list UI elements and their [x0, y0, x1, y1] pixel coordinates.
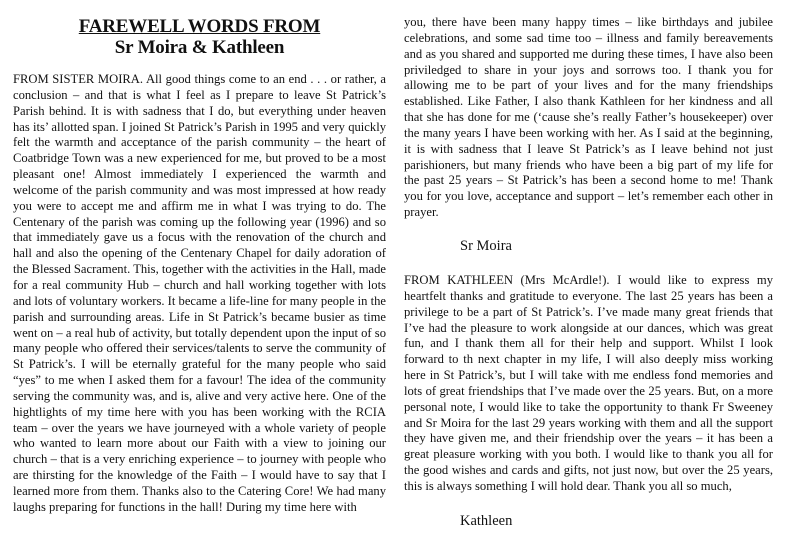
kathleen-letter: FROM KATHLEEN (Mrs McArdle!). I would like to express my heartfelt thanks and gratitude to everyone. The last 25 years has been a privilege to be a part of St Patrick’s. I’ve made many great friends that I’ve had the pleasure to work alongside at our dances, which was great fun, and I thank them all for their help and support. Whilst I look forward to th next chapter in my life, I will also deeply miss working here in St Patrick’s, but I will take with me endless fond memories and lots of great friendships that I’ve made over the 25 years. But, on a more personal note, I would like to take the opportunity to thank Fr Sweeney and Sr Moira for the last 29 years working with them and all the support they have given me, and their friendship over the years – it has been a great pleasure working with you both. I would like to thank you all for the good wishes and cards and gifts, not just now, but over the 25 years, this is always something I will hold dear. Thank you all so much, [404, 272, 773, 493]
title-line-1: FAREWELL WORDS FROM [78, 16, 321, 37]
moira-letter-part-2: you, there have been many happy times – like birthdays and jubilee celebrations, and some sad time too – illness and family bereavements and as you shared and supported me during these times, I have also been priviledged to share in your joys and sorrows too. I thank you for allowing me to be part of your lives and for the many friendships established. Like Father, I also thank Kathleen for her kindness and all that she has done for me (‘cause she’s really Father’s housekeeper) over the many years I have been working with her. As I said at the beginning, it is with sadness that I leave St Patrick’s as I leave behind not just parishioners, but many friends who have been a big part of my life for the past 25 years – St Patrick’s has been a second home to me! Thank you for you love, acceptance and support – let’s remember each other in prayer. [404, 15, 773, 220]
title-line-2: Sr Moira & Kathleen [114, 37, 285, 58]
page-title [13, 16, 386, 58]
right-column [404, 15, 773, 530]
moira-letter-part-1: FROM SISTER MOIRA. All good things come to an end . . . or rather, a conclusion – and that is what I feel as I prepare to leave St Patrick’s Parish behind. It is with sadness that I do, but everything under heaven has its’ allotted span. I joined St Patrick’s Parish in 1995 and very quickly felt the warmth and acceptance of the parish community – the heart of Coatbridge Town was a new experienced for me, but proved to be a most pleasant one! Almost immediately I experienced the warmth and welcome of the parish community and was most impressed at how ready you were to accept me and affirm me in what I was trying to do. The Centenary of the parish was coming up the following year (1996) and so that immediately gave us a focus with the renovation of the church and hall and also the opening of the Centenary Chapel for daily adoration of the Blessed Sacrament. This, together with the activities in the Hall, made for a real community Hub – church and hall working together with lots and lots of voluntary workers. It became a life-line for many people in the parish and surrounding areas. Life in St Patrick’s became busier as time went on – a real hub of activity, but totally dependent upon the input of so many people who offered their services/talents to serve the community of St Patrick’s. I will be eternally grateful for the many people who said “yes” to me when I asked them for a favour! The idea of the community serving the community was, and is, alive and very active here. One of the hightlights of my time here with you has been working with the RCIA team – over the years we have journeyed with a whole variety of people who wanted to learn more about our Faith with a view to joining our church – that is a very enriching experience – to journey with people who are thirsting for the knowledge of the Faith – I would have to say that I learned more from them. Thanks also to the Catering Core! We had many laughs preparing for functions in the hall! During my time here with [13, 72, 386, 514]
left-column [13, 0, 386, 516]
kathleen-signature: Kathleen [460, 512, 513, 529]
moira-signature: Sr Moira [460, 237, 512, 254]
